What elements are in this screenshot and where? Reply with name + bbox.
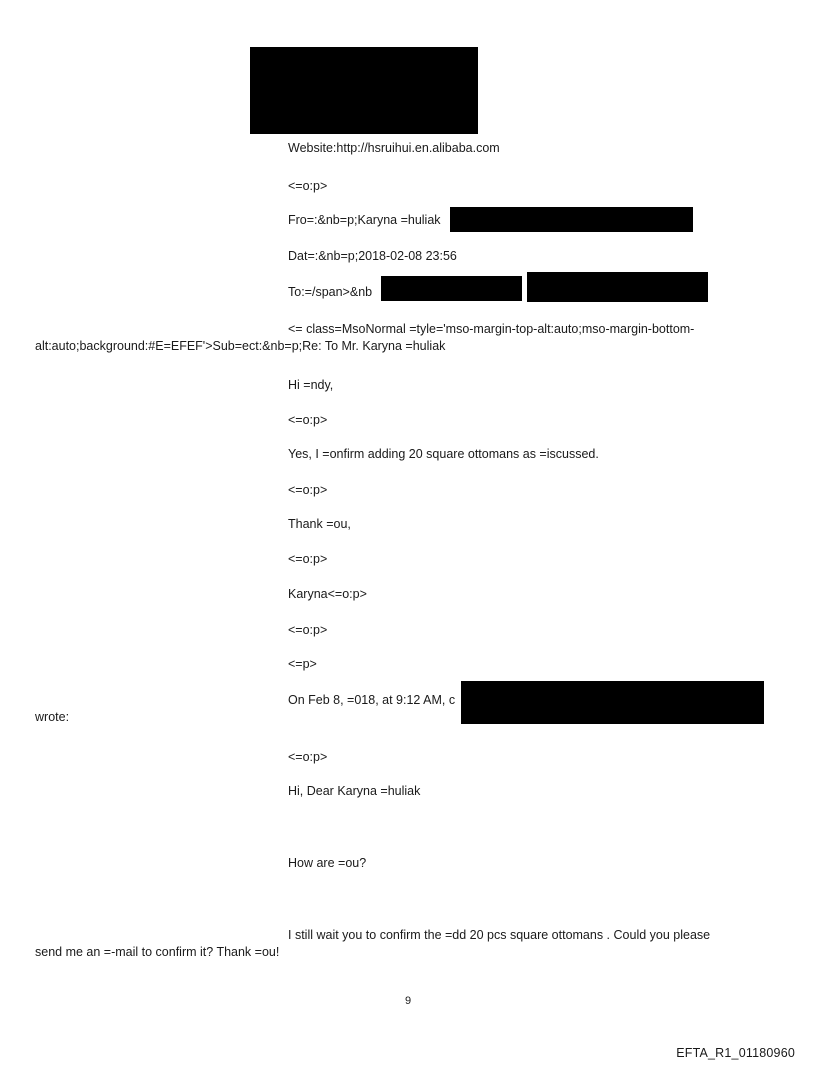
date-line: Dat=:&nb=p;2018-02-08 23:56 [288,249,457,263]
page-number: 9 [404,995,412,1007]
quote-body-line-1: I still wait you to confirm the =dd 20 pcs square ottomans . Could you please [288,928,711,942]
redaction-from-email [450,207,693,232]
thanks-line: Thank =ou, [288,517,351,531]
redaction-to-recipient-1 [381,276,522,301]
quote-body-line-2: send me an =-mail to confirm it? Thank =ou! [35,945,280,959]
website-line: Website:http://hsruihui.en.alibaba.com [288,141,500,155]
subject-line-1: <= class=MsoNormal =tyle='mso-margin-top-alt:auto;mso-margin-bottom- [288,322,695,336]
confirm-line: Yes, I =onfirm adding 20 square ottomans as =iscussed. [288,447,599,461]
from-line: Fro=:&nb=p;Karyna =huliak [288,213,441,227]
quote-greeting-line: Hi, Dear Karyna =huliak [288,784,421,798]
to-line: To:=/span>&nb [288,285,373,299]
op-tag-line: <=o:p> [288,413,328,427]
op-tag-line: <=o:p> [288,623,328,637]
op-tag-line: <=o:p> [288,552,328,566]
greeting-line: Hi =ndy, [288,378,334,392]
document-id: EFTA_R1_01180960 [676,1046,795,1060]
subject-line-2: alt:auto;background:#E=EFEF'>Sub=ect:&nb=p;Re: To Mr. Karyna =huliak [35,339,446,353]
redaction-quote-sender [461,681,764,724]
p-tag-line: <=p> [288,657,317,671]
op-tag-line: <=o:p> [288,483,328,497]
quote-how-line: How are =ou? [288,856,367,870]
quote-header-line: On Feb 8, =018, at 9:12 AM, c [288,693,456,707]
redaction-to-recipient-2 [527,272,708,302]
signature-line: Karyna<=o:p> [288,587,367,601]
wrote-line: wrote: [35,710,70,724]
op-tag-line: <=o:p> [288,750,328,764]
redaction-header-block [250,47,478,134]
op-tag-line: <=o:p> [288,179,328,193]
